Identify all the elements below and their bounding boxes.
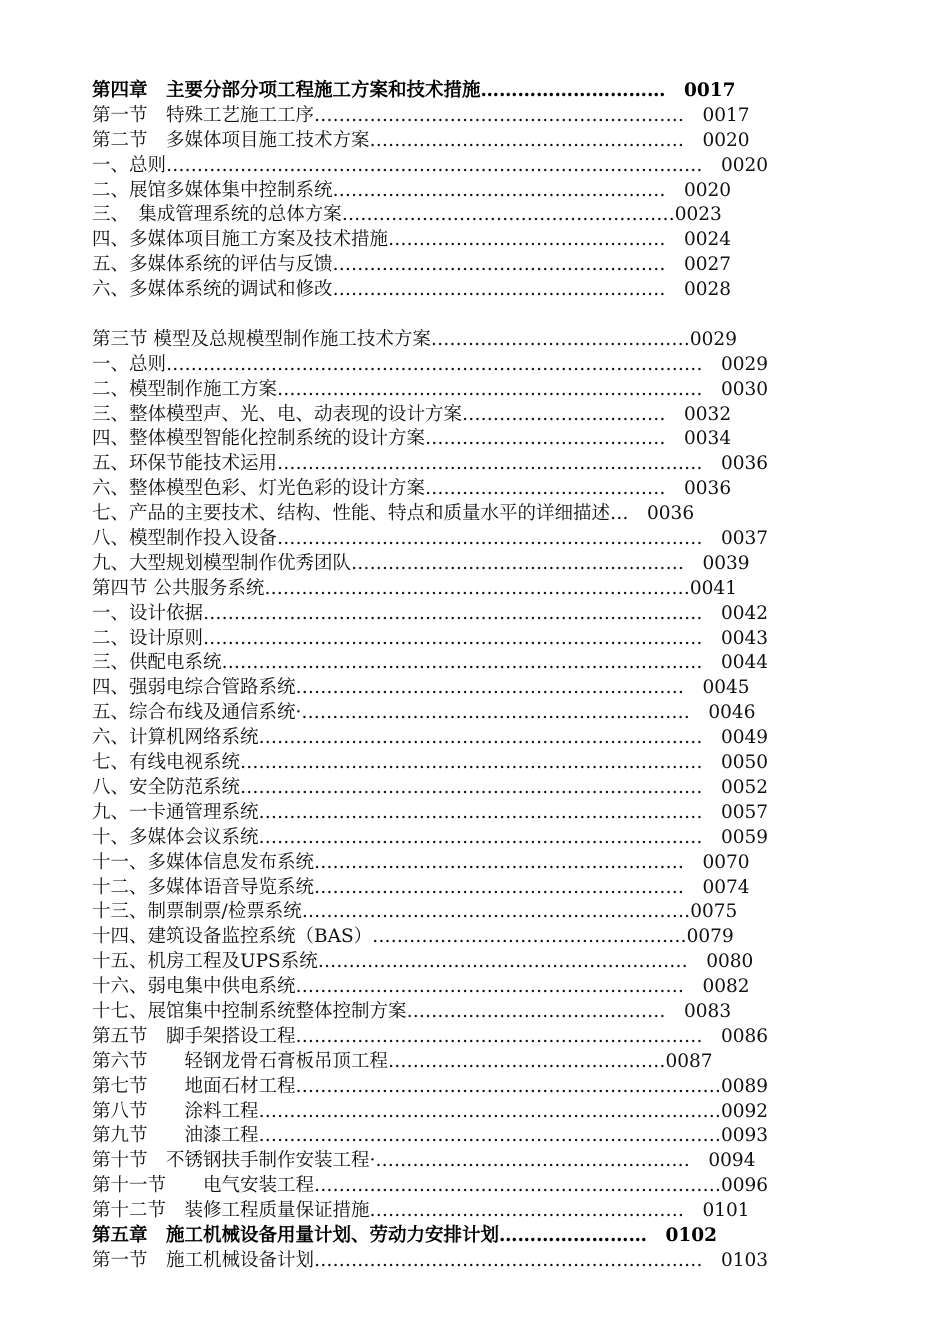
toc-entry: 三、整体模型声、光、电、动表现的设计方案…………………………… 0032 <box>92 403 732 425</box>
toc-entry: 第九节 油漆工程…………………………………………………………………0093 <box>92 1125 769 1147</box>
section-gap <box>92 303 822 328</box>
toc-entry: 十四、建筑设备监控系统（BAS）……………………………………………0079 <box>92 926 734 948</box>
toc-entry: 二、展馆多媒体集中控制系统……………………………………………… 0020 <box>92 179 732 201</box>
toc-entry: 十七、展馆集中控制系统整体控制方案…………………………………… 0083 <box>92 1000 732 1022</box>
toc-entry: 五、综合布线及通信系统·……………………………………………………… 0046 <box>92 702 756 724</box>
toc-entry: 第二节 多媒体项目施工技术方案…………………………………………… 0020 <box>92 129 750 151</box>
toc-entry: 一、总则…………………………………………………………………………… 0029 <box>92 353 769 375</box>
toc-entry: 第五节 脚手架搭设工程………………………………………………………… 0086 <box>92 1025 769 1047</box>
toc-entry: 五、多媒体系统的评估与反馈……………………………………………… 0027 <box>92 254 732 276</box>
toc-entry: 第十节 不锈钢扶手制作安装工程·…………………………………………… 0094 <box>92 1150 756 1172</box>
toc-entry: 五、环保节能技术运用…………………………………………………………… 0036 <box>92 453 769 475</box>
toc-entry: 二、模型制作施工方案…………………………………………………………… 0030 <box>92 378 769 400</box>
toc-entry: 四、整体模型智能化控制系统的设计方案………………………………… 0034 <box>92 428 732 450</box>
toc-entry: 六、计算机网络系统……………………………………………………………… 0049 <box>92 727 769 749</box>
toc-entry: 第七节 地面石材工程……………………………………………………………0089 <box>92 1075 769 1097</box>
toc-entry: 七、产品的主要技术、结构、性能、特点和质量水平的详细描述… 0036 <box>92 503 695 525</box>
toc-section-1 <box>92 79 822 303</box>
toc-entry: 三、供配电系统…………………………………………………………………… 0044 <box>92 652 769 674</box>
toc-entry: 四、强弱电综合管路系统……………………………………………………… 0045 <box>92 677 750 699</box>
toc-entry: 七、有线电视系统………………………………………………………………… 0050 <box>92 752 769 774</box>
toc-chapter-entry: 第四章 主要分部分项工程施工方案和技术措施………………………… 0017 <box>92 80 736 101</box>
toc-entry: 一、设计依据……………………………………………………………………… 0042 <box>92 602 769 624</box>
toc-section-2 <box>92 328 822 1274</box>
toc-entry: 二、设计原则……………………………………………………………………… 0043 <box>92 627 769 649</box>
toc-entry: 十、多媒体会议系统……………………………………………………………… 0059 <box>92 826 769 848</box>
toc-entry: 十三、制票制票/检票系统………………………………………………………0075 <box>92 901 738 923</box>
toc-entry: 九、大型规划模型制作优秀团队……………………………………………… 0039 <box>92 552 750 574</box>
toc-entry: 第一节 特殊工艺施工工序…………………………………………………… 0017 <box>92 104 750 126</box>
toc-entry: 四、多媒体项目施工方案及技术措施……………………………………… 0024 <box>92 229 732 251</box>
toc-entry: 八、模型制作投入设备…………………………………………………………… 0037 <box>92 528 769 550</box>
toc-entry: 第一节 施工机械设备计划……………………………………………………… 0103 <box>92 1249 769 1271</box>
toc-entry: 十六、弱电集中供电系统……………………………………………………… 0082 <box>92 976 750 998</box>
toc-entry: 第六节 轻钢龙骨石膏板吊顶工程………………………………………0087 <box>92 1050 713 1072</box>
toc-entry: 十二、多媒体语音导览系统…………………………………………………… 0074 <box>92 876 750 898</box>
toc-entry: 第八节 涂料工程…………………………………………………………………0092 <box>92 1100 769 1122</box>
toc-entry: 第四节 公共服务系统……………………………………………………………0041 <box>92 577 737 599</box>
toc-entry: 第三节 模型及总规模型制作施工技术方案……………………………………0029 <box>92 328 737 350</box>
toc-entry: 一、总则…………………………………………………………………………… 0020 <box>92 154 769 176</box>
toc-page <box>92 79 822 1274</box>
toc-entry: 十五、机房工程及UPS系统…………………………………………………… 0080 <box>92 951 754 973</box>
toc-entry: 九、一卡通管理系统……………………………………………………………… 0057 <box>92 801 769 823</box>
toc-entry: 六、多媒体系统的调试和修改……………………………………………… 0028 <box>92 279 732 301</box>
toc-entry: 第十二节 装修工程质量保证措施…………………………………………… 0101 <box>92 1200 750 1222</box>
toc-entry: 八、安全防范系统………………………………………………………………… 0052 <box>92 776 769 798</box>
toc-entry: 十一、多媒体信息发布系统…………………………………………………… 0070 <box>92 851 750 873</box>
toc-entry: 第十一节 电气安装工程…………………………………………………………0096 <box>92 1175 769 1197</box>
toc-chapter-entry: 第五章 施工机械设备用量计划、劳动力安排计划…………………… 0102 <box>92 1224 717 1246</box>
toc-entry: 三、 集成管理系统的总体方案………………………………………………0023 <box>92 204 722 226</box>
toc-entry: 六、整体模型色彩、灯光色彩的设计方案………………………………… 0036 <box>92 478 732 500</box>
